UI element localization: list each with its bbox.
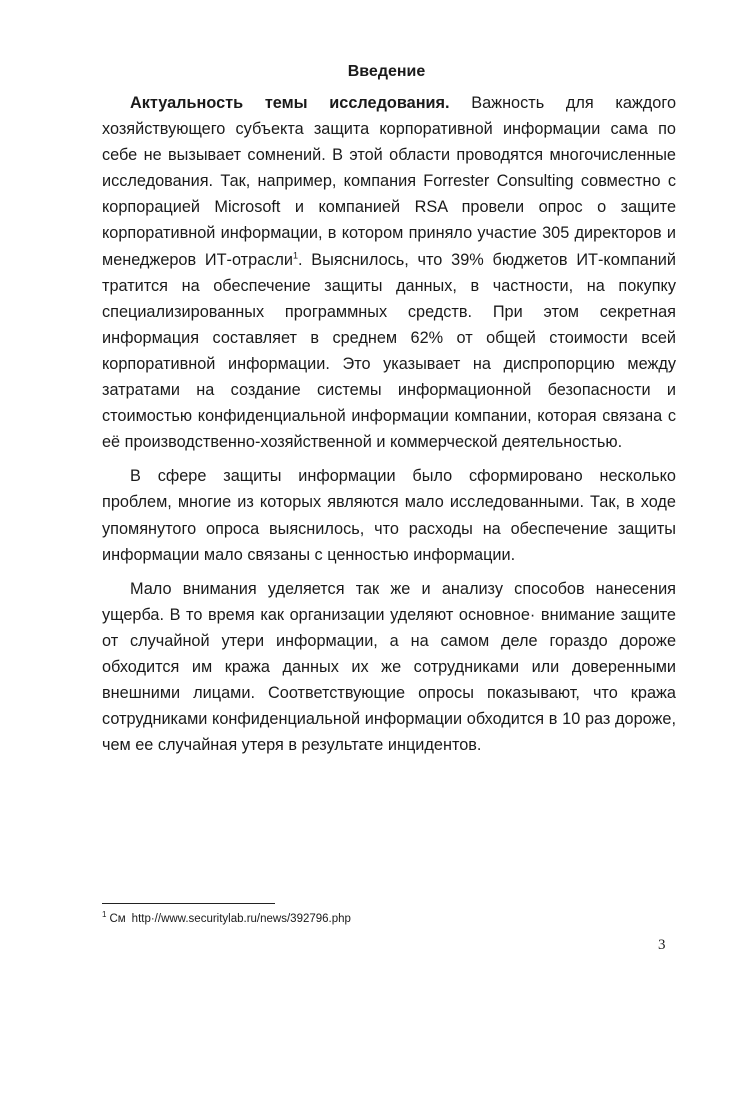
paragraph-text: . Выяснилось, что 39% бюджетов ИТ-компаний тратится на обеспечение защиты данных, в частности, на покупку специализированных программных средств. При этом секретная информация составляет в среднем 62% от общей стоимости всей корпоративной информации. Это указывает на диспропорцию между затратами на создание системы информационной безопасности и стоимостью конфиденциальной информации компании, которая связана с её производственно-хозяйственной и коммерческой деятельностью. xyxy=(102,250,677,452)
page-number: 3 xyxy=(658,937,666,953)
footnote xyxy=(102,912,351,927)
paragraph-text: Важность для каждого хозяйствующего субъекта защита корпоративной информации сама по себе не вызывает сомнений. В этой области проводятся многочисленные исследования. Так, например, компания Forrester Consulting совместно с корпорацией Microsoft и компанией RSA провели опрос о защите корпоративной информации, в котором приняло участие 305 директоров и менеджеров ИТ-отрасли xyxy=(102,94,677,269)
body-text xyxy=(102,90,676,758)
footnote-divider xyxy=(102,903,275,904)
paragraph-damage-analysis: Мало внимания уделяется так же и анализу способов нанесения ущерба. В то время как организации уделяют основное· внимание защите от случайной утери информации, а на самом деле гораздо дороже обходится им кража данных их же сотрудниками или доверенными внешними лицами. Соответствующие опросы показывают, что кража сотрудниками конфиденциальной информации обходится в 10 раз дороже, чем ее случайная утеря в результате инцидентов. xyxy=(102,579,676,755)
page-heading: Введение xyxy=(347,63,426,80)
paragraph-relevance xyxy=(102,90,676,455)
paragraph-problems: В сфере защиты информации было сформировано несколько проблем, многие из которых являются мало исследованными. Так, в ходе упомянутого опроса выяснилось, что расходы на обеспечение защиты информации мало связаны с ценностью информации. xyxy=(102,467,676,564)
footnote-link[interactable]: http·//www.securitylab.ru/news/392796.php xyxy=(131,913,351,925)
paragraph-lead: Актуальность темы исследования. xyxy=(130,94,450,112)
footnote-prefix: См xyxy=(109,913,126,925)
footnote-reference: 1 xyxy=(292,250,298,261)
footnote-number: 1 xyxy=(102,910,107,920)
